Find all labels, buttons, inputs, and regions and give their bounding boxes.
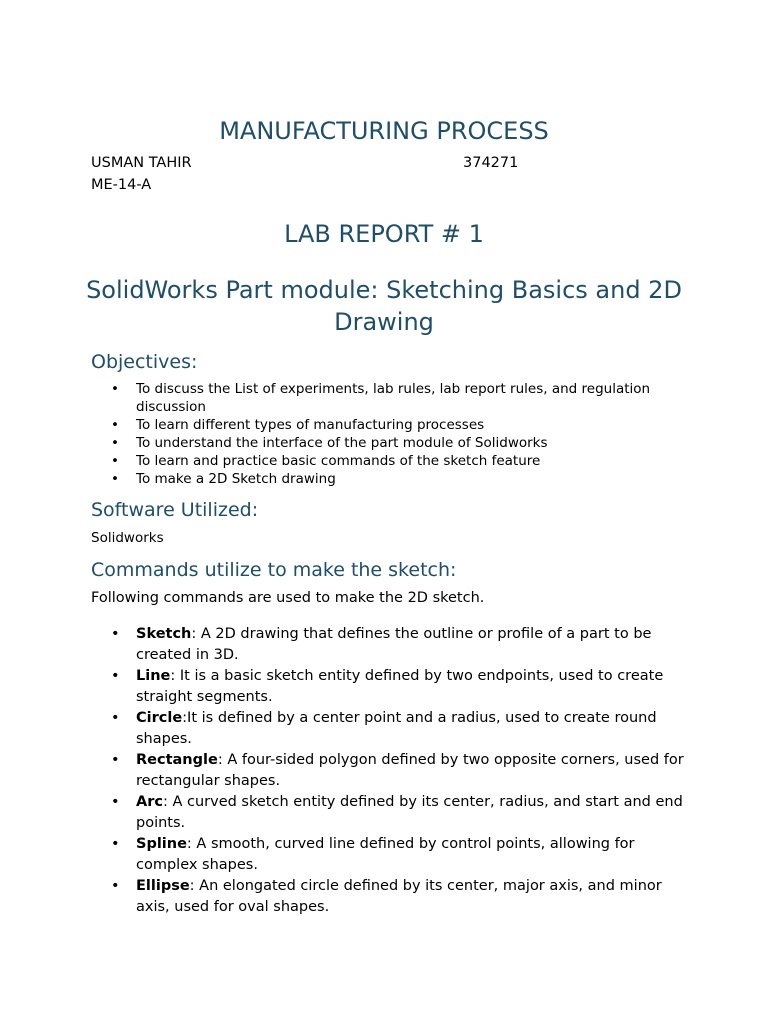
class-section: ME-14-A: [91, 177, 152, 193]
objective-text: To discuss the List of experiments, lab rules, lab report rules, and regulation discussion: [136, 381, 651, 415]
list-item: [91, 470, 691, 488]
objective-text: To make a 2D Sketch drawing: [136, 471, 336, 487]
command-term: Sketch: [136, 626, 192, 642]
bullet-icon: •: [111, 668, 120, 684]
bullet-icon: •: [111, 710, 120, 726]
bullet-icon: •: [111, 417, 119, 433]
objective-text: To learn different types of manufacturing processes: [136, 417, 485, 433]
list-item: [91, 834, 691, 876]
command-term: Circle: [136, 710, 183, 726]
commands-heading: Commands utilize to make the sketch:: [91, 559, 457, 581]
objective-text: To understand the interface of the part module of Solidworks: [136, 435, 548, 451]
command-term: Spline: [136, 836, 187, 852]
software-heading: Software Utilized:: [91, 499, 259, 521]
bullet-icon: •: [111, 435, 119, 451]
command-description: :It is defined by a center point and a radius, used to create round shapes.: [136, 710, 657, 747]
list-item: [91, 452, 691, 470]
list-item: [91, 380, 691, 416]
list-item: [91, 434, 691, 452]
list-item: [91, 750, 691, 792]
report-subtitle: SolidWorks Part module: Sketching Basics and 2D Drawing: [86, 276, 682, 336]
bullet-icon: •: [111, 381, 119, 397]
objectives-heading: Objectives:: [91, 351, 198, 373]
author-name: USMAN TAHIR: [91, 155, 192, 171]
commands-intro: Following commands are used to make the 2D sketch.: [91, 590, 485, 606]
report-number: LAB REPORT # 1: [284, 220, 484, 248]
objectives-list: [91, 380, 691, 488]
bullet-icon: •: [111, 752, 120, 768]
bullet-icon: •: [111, 453, 119, 469]
commands-list: [91, 624, 691, 918]
command-description: : A smooth, curved line defined by control points, allowing for complex shapes.: [136, 836, 635, 873]
bullet-icon: •: [111, 878, 120, 894]
bullet-icon: •: [111, 836, 120, 852]
command-description: : A 2D drawing that defines the outline or profile of a part to be created in 3D.: [136, 626, 652, 663]
command-description: : It is a basic sketch entity defined by two endpoints, used to create straight segments.: [136, 668, 664, 705]
command-term: Rectangle: [136, 752, 218, 768]
list-item: [91, 876, 691, 918]
software-name: Solidworks: [91, 530, 164, 546]
list-item: [91, 792, 691, 834]
list-item: [91, 666, 691, 708]
list-item: [91, 624, 691, 666]
list-item: [91, 416, 691, 434]
command-term: Arc: [136, 794, 163, 810]
document-title: MANUFACTURING PROCESS: [219, 117, 549, 145]
command-term: Line: [136, 668, 171, 684]
command-description: : An elongated circle defined by its center, major axis, and minor axis, used for oval shapes.: [136, 878, 662, 915]
bullet-icon: •: [111, 471, 119, 487]
objective-text: To learn and practice basic commands of the sketch feature: [136, 453, 541, 469]
bullet-icon: •: [111, 626, 120, 642]
list-item: [91, 708, 691, 750]
command-term: Ellipse: [136, 878, 190, 894]
command-description: : A curved sketch entity defined by its center, radius, and start and end points.: [136, 794, 683, 831]
registration-number: 374271: [463, 155, 519, 171]
bullet-icon: •: [111, 794, 120, 810]
command-description: : A four-sided polygon defined by two opposite corners, used for rectangular shapes.: [136, 752, 684, 789]
